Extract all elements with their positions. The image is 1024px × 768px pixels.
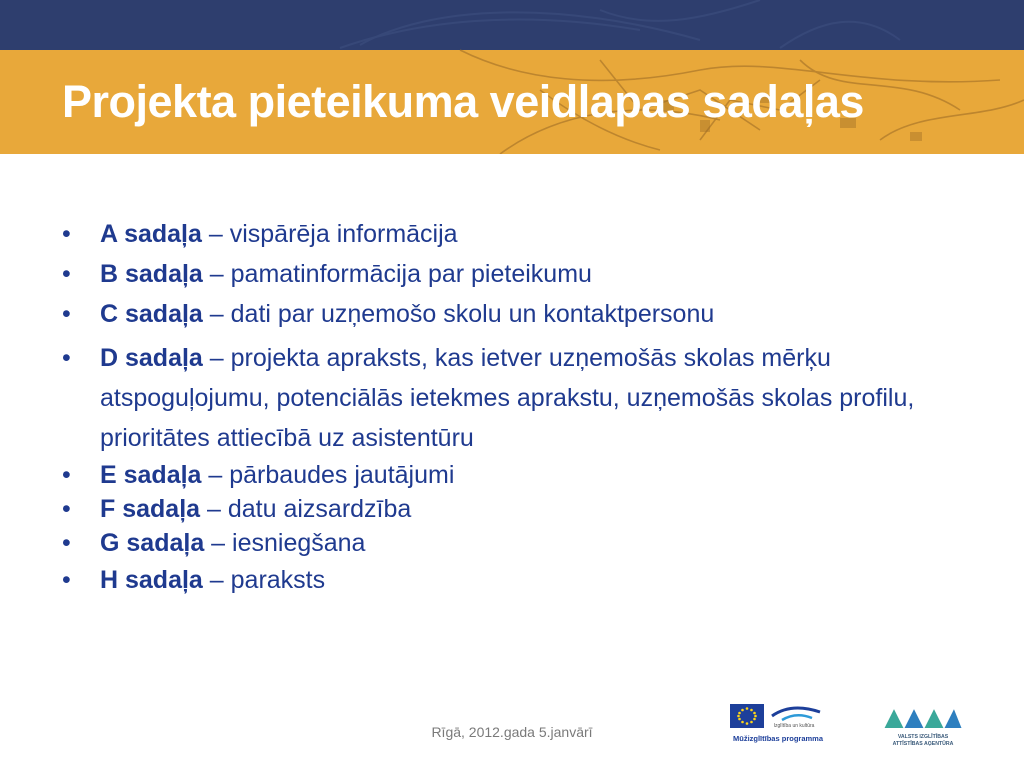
section-desc: – iesniegšana — [204, 529, 366, 557]
footer-date: Rīgā, 2012.gada 5.janvārī — [431, 724, 593, 740]
bullet-dot: • — [62, 344, 71, 372]
bullet-dot: • — [62, 220, 71, 248]
slide-title: Projekta pieteikuma veidlapas sadaļas — [62, 76, 864, 127]
logo-programme-caption: Mūžizglītības programma — [732, 734, 824, 743]
section-desc: – pārbaudes jautājumi — [201, 461, 455, 489]
logo-eu-caption: Izglītība un kultūra — [773, 723, 815, 729]
list-item — [62, 526, 992, 560]
header-band — [0, 0, 1024, 50]
section-list — [62, 214, 992, 600]
bullet-dot: • — [62, 260, 71, 288]
list-item — [62, 338, 992, 458]
list-item — [62, 294, 992, 334]
section-key: A sadaļa — [100, 220, 202, 248]
section-desc: – dati par uzņemošo skolu un kontaktpersonu — [202, 300, 715, 328]
section-key: C sadaļa — [100, 300, 203, 328]
section-key: H sadaļa — [100, 566, 203, 594]
list-item — [62, 254, 992, 294]
logo-agency-caption-1: VALSTS IZGLĪTĪBAS — [897, 734, 949, 740]
section-key: B sadaļa — [100, 260, 203, 288]
agency-logo-icon — [884, 708, 962, 728]
list-item — [62, 458, 992, 492]
list-item — [62, 560, 992, 600]
section-key: G sadaļa — [100, 529, 205, 557]
section-desc: – vispārēja informācija — [201, 220, 458, 248]
section-desc: – paraksts — [202, 566, 326, 594]
lifelong-learning-logo — [728, 702, 840, 746]
section-desc: – projekta apraksts, kas ietver uzņemošās skolas mērķu atspoguļojumu, potenciālās ietekmes aprakstu, uzņemošās skolas profilu, prioritātes attiecībā uz asistentūru — [100, 344, 915, 452]
list-item — [62, 492, 992, 526]
bullet-dot: • — [62, 461, 71, 489]
bullet-dot: • — [62, 529, 71, 557]
section-key: D sadaļa — [100, 344, 203, 372]
section-desc: – pamatinformācija par pieteikumu — [202, 260, 592, 288]
lifelong-learning-swoosh-icon — [772, 708, 820, 720]
logo-agency-caption-2: ATTĪSTĪBAS AĢENTŪRA — [892, 741, 954, 747]
section-desc: – datu aizsardzība — [200, 495, 412, 523]
bullet-dot: • — [62, 300, 71, 328]
bullet-dot: • — [62, 495, 71, 523]
bullet-dot: • — [62, 566, 71, 594]
agency-logo — [880, 700, 966, 748]
list-item — [62, 214, 992, 254]
section-key: F sadaļa — [100, 495, 201, 523]
section-key: E sadaļa — [100, 461, 202, 489]
